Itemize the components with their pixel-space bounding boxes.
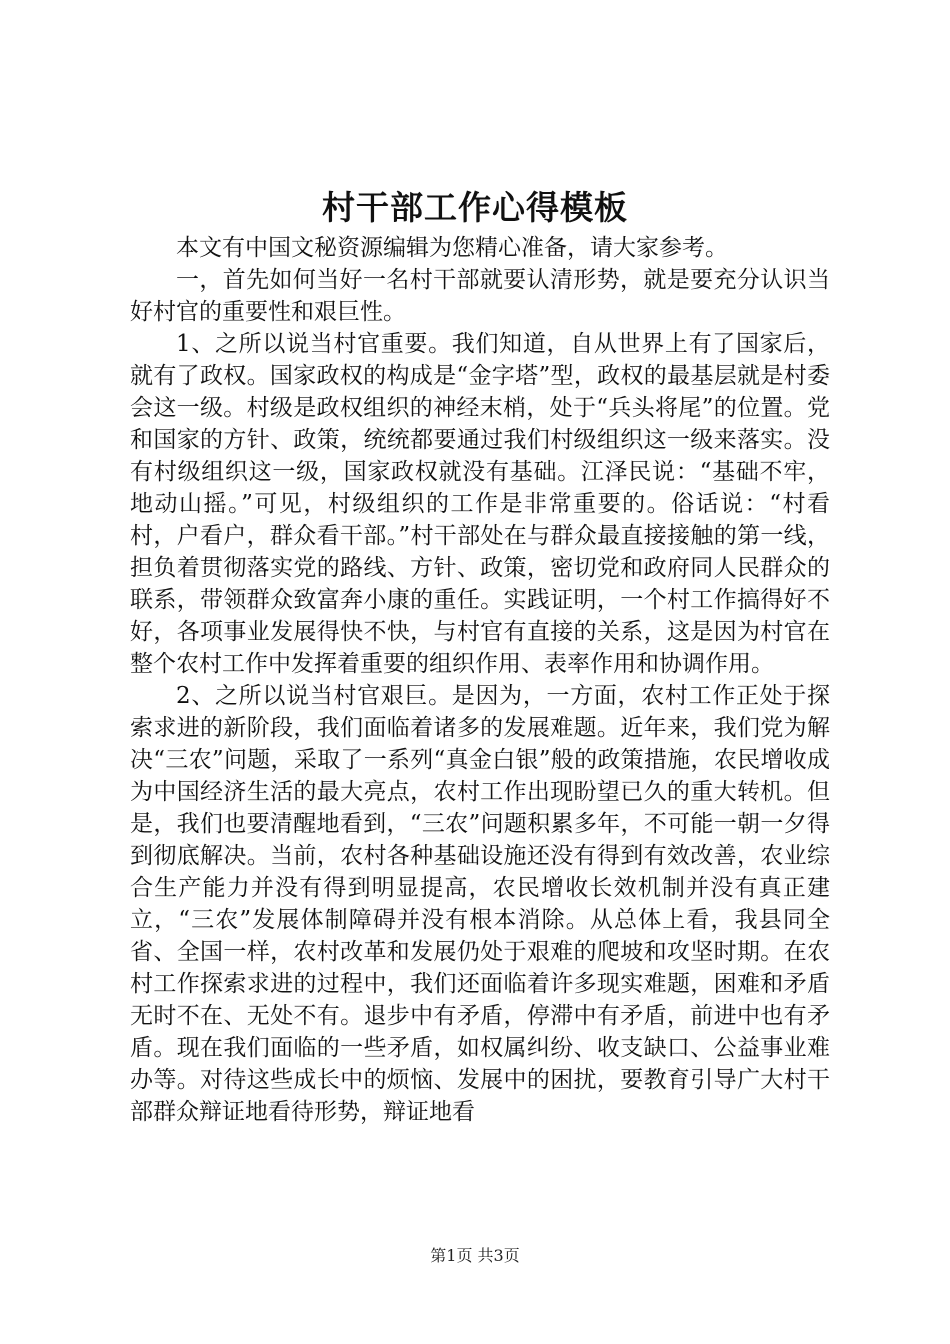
document-title: 村干部工作心得模板	[322, 188, 628, 227]
paragraph-importance: 1、之所以说当村官重要。我们知道，自从世界上有了国家后，就有了政权。国家政权的构成是“金字塔”型，政权的最基层就是村委会这一级。村级是政权组织的神经末梢，处于“兵头将尾”的位置。党和国家的方针、政策，统统都要通过我们村级组织这一级来落实。没有村级组织这一级，国家政权就没有基础。江泽民说：“基础不牢，地动山摇。”可见，村级组织的工作是非常重要的。俗话说：“村看村，户看户，群众看干部。”村干部处在与群众最直接接触的第一线，担负着贯彻落实党的路线、方针、政策，密切党和政府同人民群众的联系，带领群众致富奔小康的重任。实践证明，一个村工作搞得好不好，各项事业发展得快不快，与村官有直接的关系，这是因为村官在整个农村工作中发挥着重要的组织作用、表率作用和协调作用。	[130, 331, 830, 677]
paragraph-section-one: 一，首先如何当好一名村干部就要认清形势，就是要充分认识当好村官的重要性和艰巨性。	[130, 267, 830, 325]
document-body	[130, 232, 830, 1128]
page-footer: 第1页 共3页	[430, 1246, 520, 1265]
paragraph-intro: 本文有中国文秘资源编辑为您精心准备，请大家参考。	[176, 235, 728, 261]
paragraph-difficulty: 2、之所以说当村官艰巨。是因为，一方面，农村工作正处于探索求进的新阶段，我们面临着诸多的发展难题。近年来，我们党为解决“三农”问题，采取了一系列“真金白银”般的政策措施，农民增收成为中国经济生活的最大亮点，农村工作出现盼望已久的重大转机。但是，我们也要清醒地看到，“三农”问题积累多年，不可能一朝一夕得到彻底解决。当前，农村各种基础设施还没有得到有效改善，农业综合生产能力并没有得到明显提高，农民增收长效机制并没有真正建立，“三农”发展体制障碍并没有根本消除。从总体上看，我县同全省、全国一样，农村改革和发展仍处于艰难的爬坡和攻坚时期。在农村工作探索求进的过程中，我们还面临着许多现实难题，困难和矛盾无时不在、无处不有。退步中有矛盾，停滞中有矛盾，前进中也有矛盾。现在我们面临的一些矛盾，如权属纠纷、收支缺口、公益事业难办等。对待这些成长中的烦恼、发展中的困扰，要教育引导广大村干部群众辩证地看待形势，辩证地看	[130, 683, 830, 1125]
